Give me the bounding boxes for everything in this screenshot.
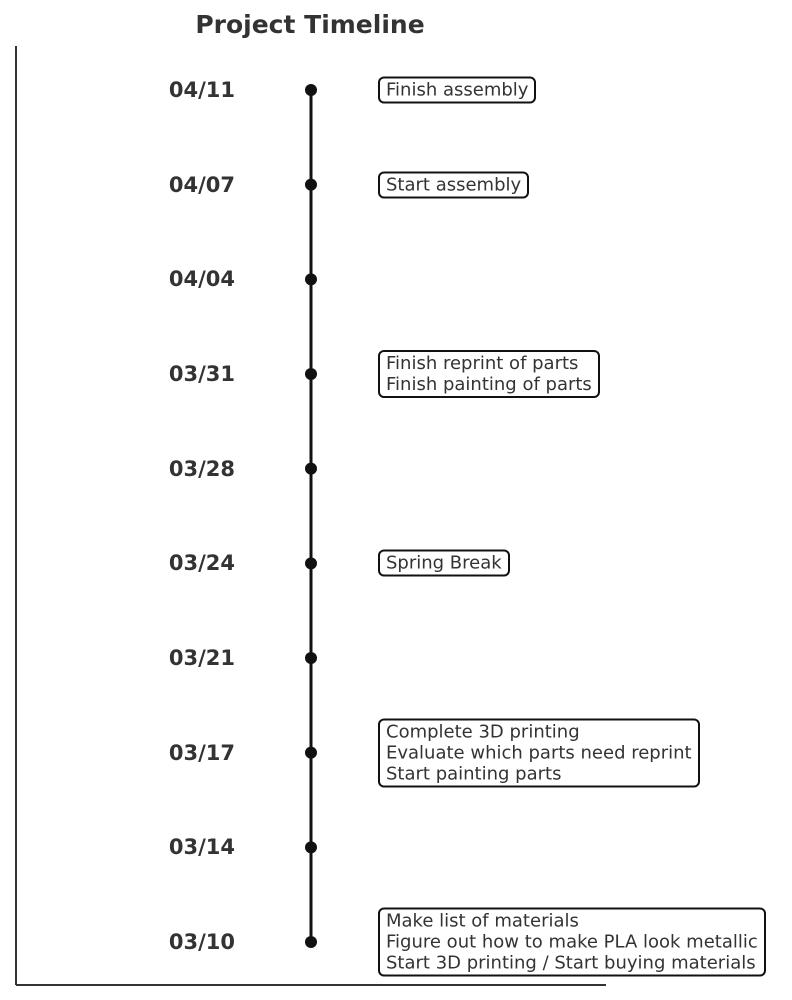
- date-label: 03/10: [168, 930, 235, 954]
- timeline-marker: [305, 652, 317, 664]
- timeline-marker: [305, 747, 317, 759]
- timeline-marker: [305, 273, 317, 285]
- date-label: 03/24: [168, 551, 235, 576]
- event-box: [378, 171, 529, 198]
- event-text: Make list of materials: [386, 910, 579, 932]
- date-label: 03/31: [168, 362, 235, 386]
- event-box: [378, 908, 766, 977]
- chart-title: Project Timeline: [195, 10, 425, 39]
- timeline-marker: [305, 179, 317, 191]
- event-text: Finish painting of parts: [386, 374, 592, 395]
- event-text: Spring Break: [386, 552, 502, 574]
- timeline-marker: [305, 936, 317, 948]
- timeline-marker: [305, 841, 317, 853]
- timeline-marker: [305, 368, 317, 380]
- timeline-marker: [305, 557, 317, 569]
- event-box: [378, 718, 700, 787]
- date-label: 04/04: [168, 267, 235, 292]
- event-box: [378, 550, 510, 577]
- event-text: Evaluate which parts need reprint: [386, 742, 692, 764]
- timeline-marker: [305, 463, 317, 475]
- event-box: [378, 77, 536, 104]
- date-label: 03/14: [168, 835, 235, 860]
- event-text: Finish reprint of parts: [386, 353, 579, 374]
- event-text: Start 3D printing / Start buying materials: [386, 952, 756, 974]
- date-label: 04/11: [168, 78, 235, 102]
- event-text: Finish assembly: [386, 79, 529, 101]
- date-label: 04/07: [168, 172, 235, 197]
- event-text: Start assembly: [386, 174, 522, 196]
- date-label: 03/28: [168, 456, 235, 481]
- event-text: Figure out how to make PLA look metallic: [386, 931, 758, 953]
- timeline-marker: [305, 84, 317, 96]
- date-label: 03/17: [168, 740, 235, 765]
- event-text: Start painting parts: [386, 763, 562, 785]
- date-label: 03/21: [168, 646, 235, 670]
- event-text: Complete 3D printing: [386, 721, 580, 743]
- event-box: [378, 350, 600, 398]
